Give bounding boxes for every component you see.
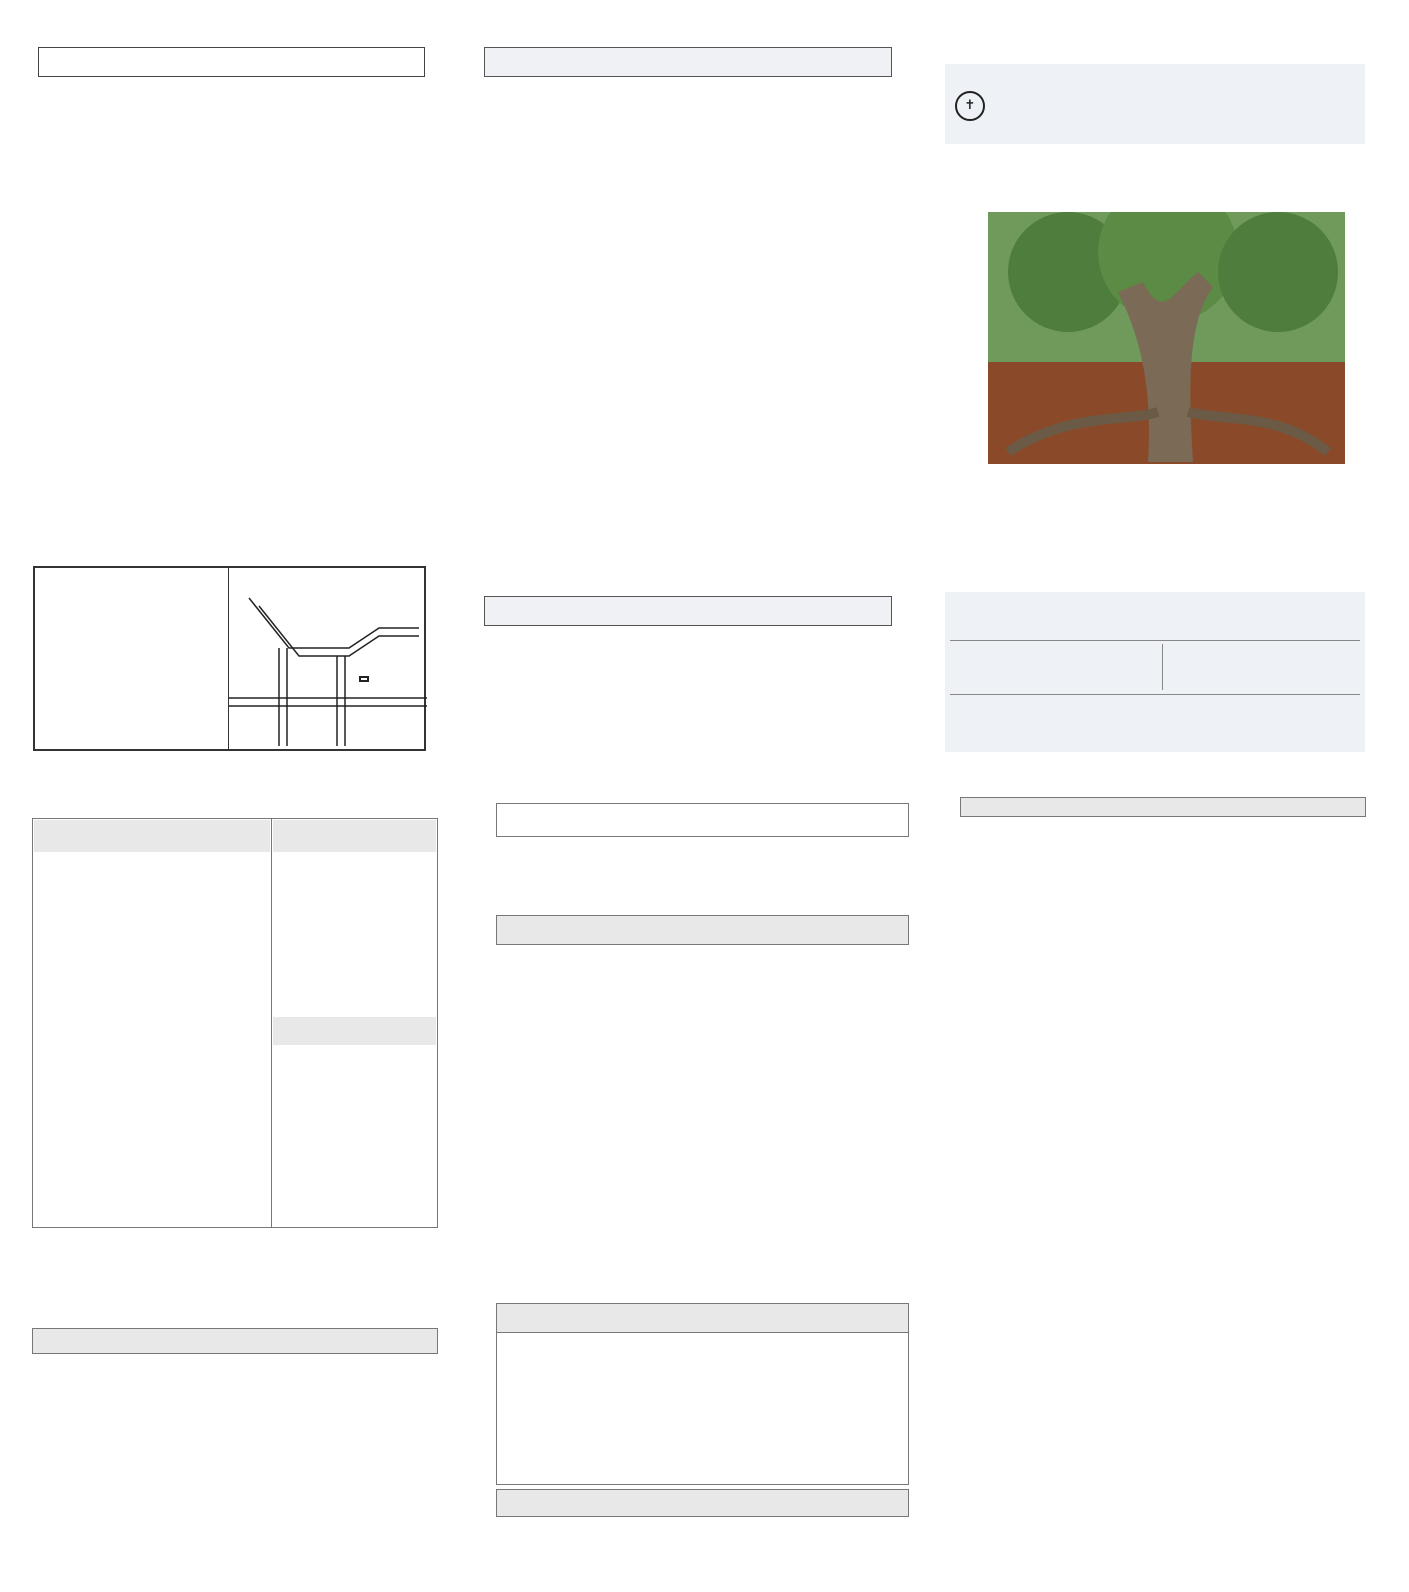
staff-divider-v (1162, 644, 1163, 690)
sunday-header (34, 820, 270, 852)
offering-list (496, 1333, 909, 1485)
sermon-body (960, 818, 1366, 822)
offer-title (496, 1303, 909, 1333)
dawn-title (496, 803, 909, 837)
tree-image (988, 212, 1345, 464)
header-band (945, 64, 1365, 144)
story-title (38, 47, 425, 77)
duty-title (32, 1328, 438, 1354)
mission-box (33, 566, 426, 751)
news-body (484, 96, 894, 132)
staff-divider-h2 (950, 694, 1360, 695)
worship-col-divider (271, 818, 272, 1228)
staff-divider-h (950, 640, 1360, 641)
mok-title (496, 915, 909, 945)
schedule-title (484, 596, 892, 626)
community-header (273, 820, 436, 852)
map-church-label (359, 676, 369, 682)
map (228, 568, 426, 751)
wed-header (273, 1017, 436, 1045)
staff-box (945, 592, 1365, 752)
church-logo-icon: ✝ (955, 91, 985, 121)
map-roads (229, 568, 427, 751)
news-title (484, 47, 892, 77)
account (496, 1489, 909, 1517)
sermon-header (960, 797, 1366, 817)
